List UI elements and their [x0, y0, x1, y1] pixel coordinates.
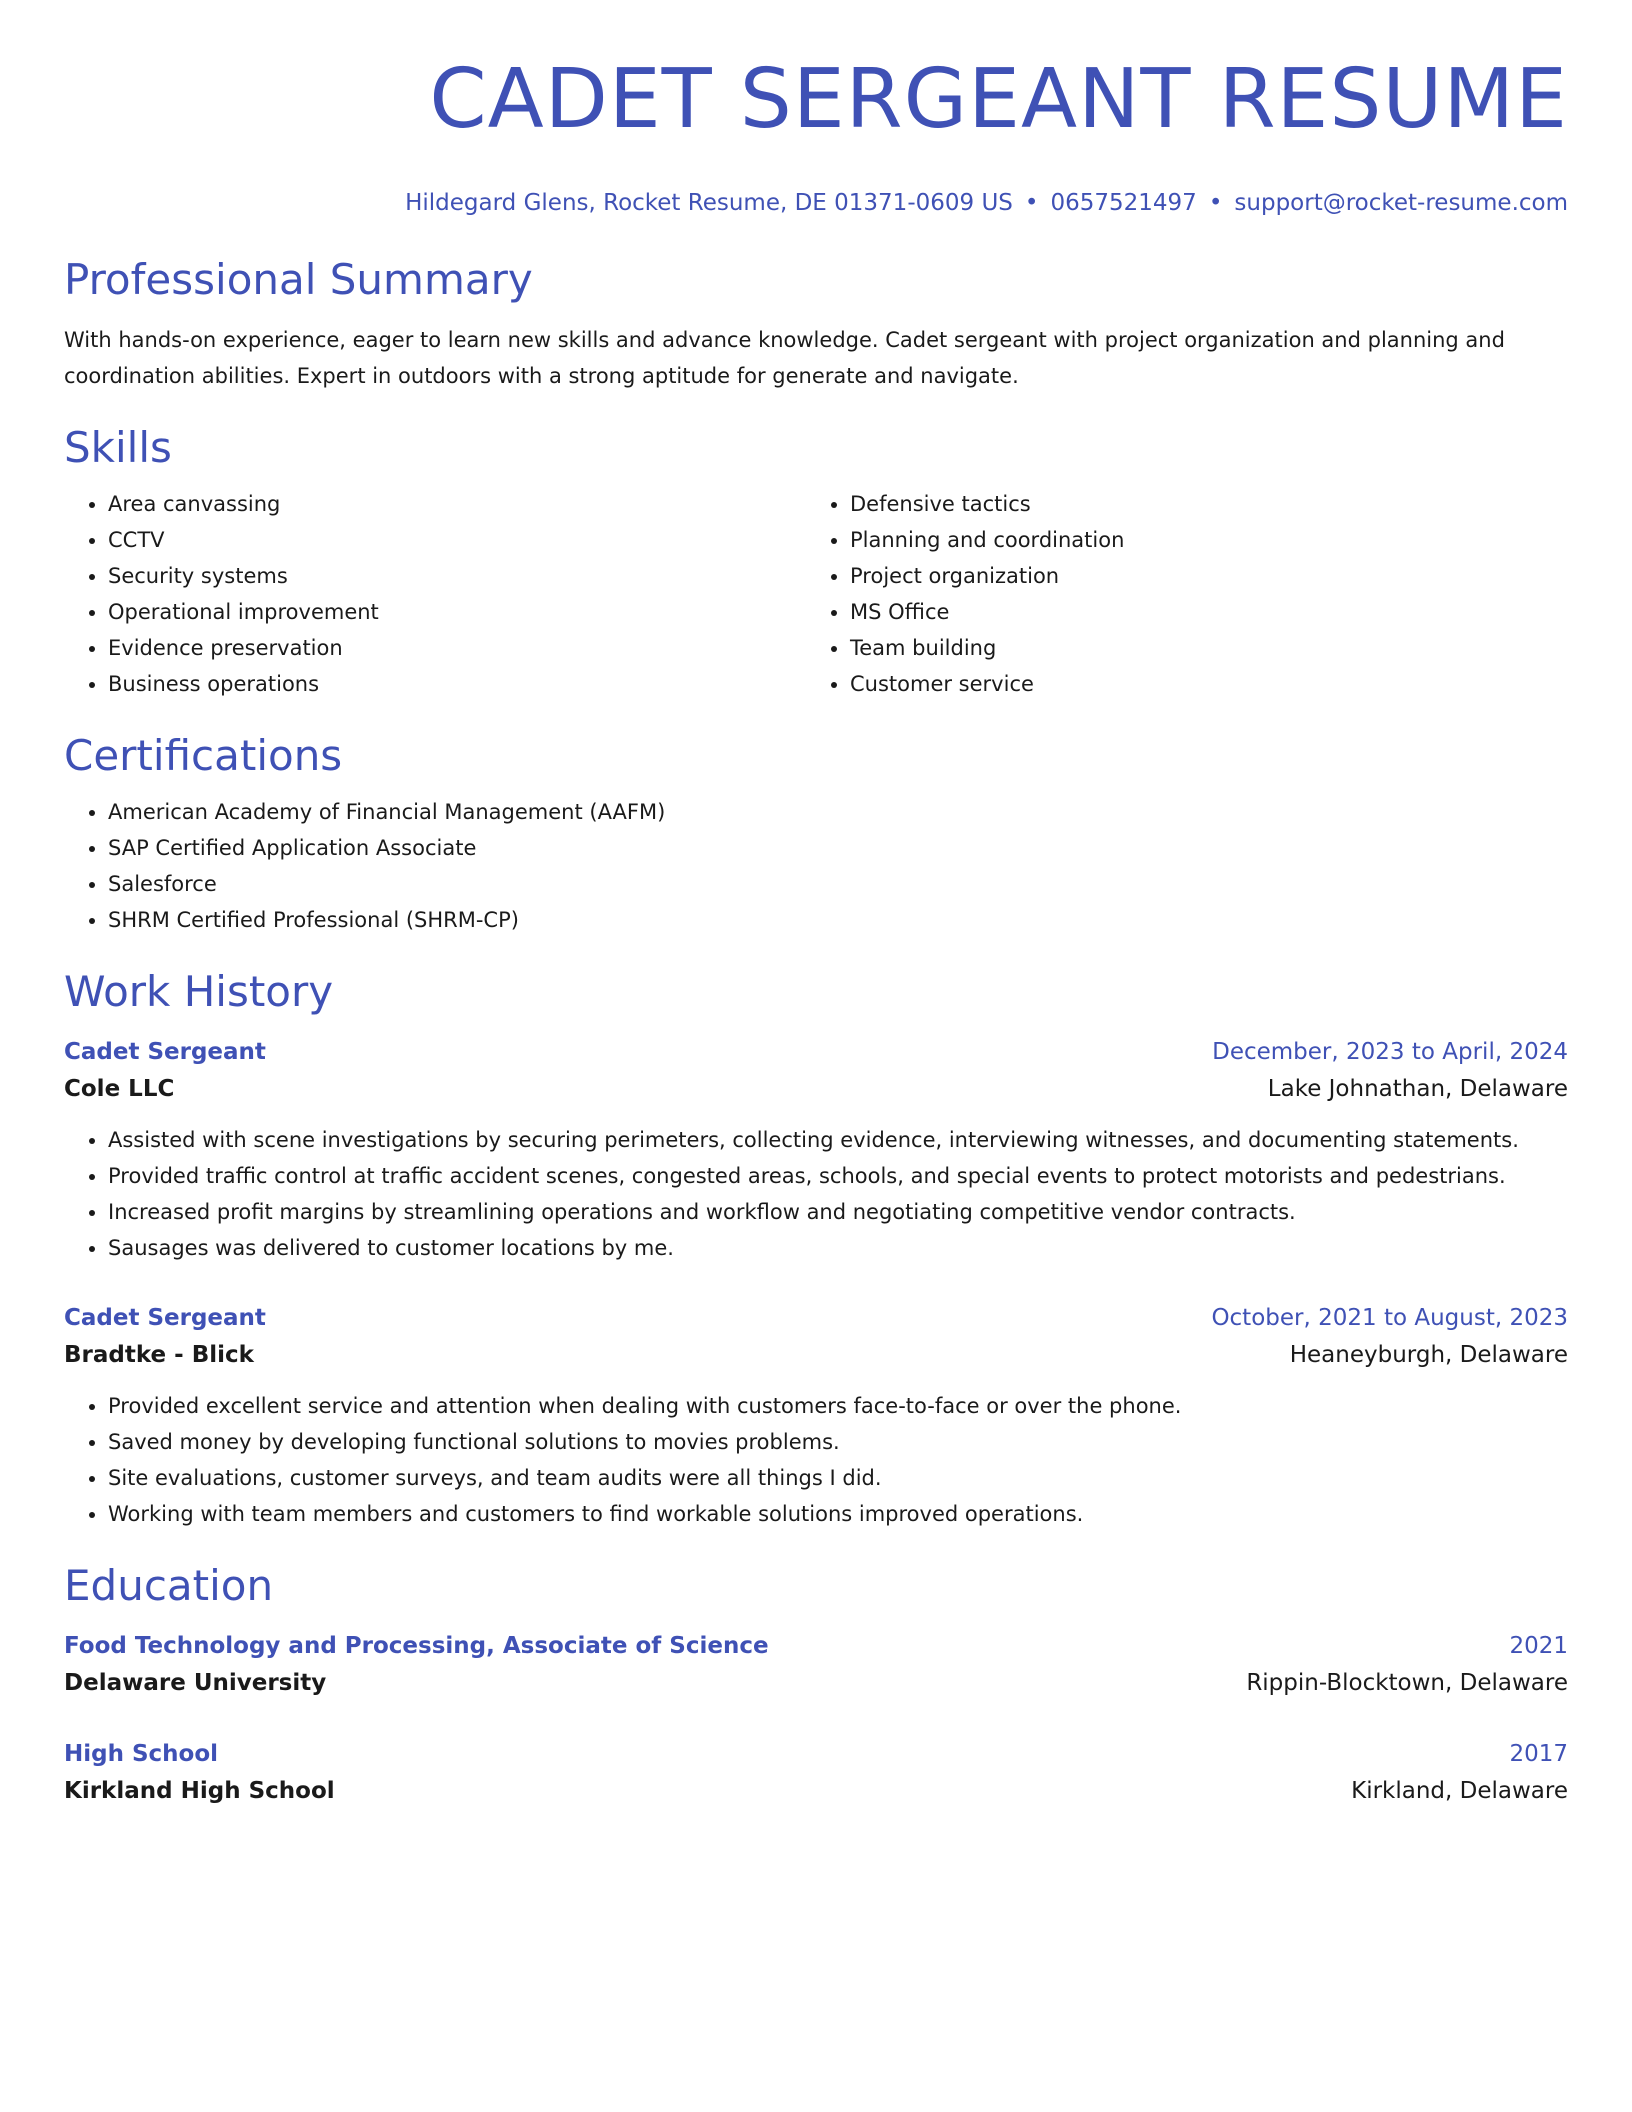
- education-school: Kirkland High School: [64, 1778, 335, 1804]
- job-title: Cadet Sergeant: [64, 1305, 266, 1331]
- skill-item: • Customer service: [850, 666, 1568, 702]
- skill-item: • Area canvassing: [108, 486, 816, 522]
- skills-section: [64, 422, 1568, 702]
- contact-separator: •: [1208, 190, 1223, 216]
- certification-item: • American Academy of Financial Management (AAFM): [108, 794, 1568, 830]
- skills-list-left: [64, 486, 816, 702]
- job-location: Heaneyburgh, Delaware: [1289, 1342, 1568, 1368]
- skill-item: • Defensive tactics: [850, 486, 1568, 522]
- summary-section: [64, 254, 1568, 394]
- skill-item: • CCTV: [108, 522, 816, 558]
- job-location: Lake Johnathan, Delaware: [1267, 1076, 1568, 1102]
- job-duties-list: [64, 1122, 1568, 1266]
- contact-separator: •: [1024, 190, 1039, 216]
- skill-item: • Planning and coordination: [850, 522, 1568, 558]
- summary-heading: Professional Summary: [64, 255, 533, 304]
- job-duty-item: • Provided excellent service and attention when dealing with customers face-to-face or over the phone.: [108, 1388, 1568, 1424]
- certifications-section: [64, 730, 1568, 938]
- education-school-row: [64, 1772, 1568, 1810]
- job-company: Cole LLC: [64, 1076, 175, 1102]
- skills-list-right: [816, 486, 1568, 702]
- education-location: Rippin-Blocktown, Delaware: [1246, 1670, 1568, 1696]
- education-heading: Education: [64, 1561, 274, 1610]
- job-company-row: [64, 1336, 1568, 1374]
- certifications-list: [64, 794, 1568, 938]
- education-degree: High School: [64, 1741, 219, 1767]
- summary-text: With hands-on experience, eager to learn new skills and advance knowledge. Cadet sergeant with project organization and planning and coordination abilities. Expert in outdoors with a strong aptitude for generate and navigate.: [64, 328, 1505, 388]
- education-year: 2017: [1509, 1741, 1568, 1767]
- contact-address: Hildegard Glens, Rocket Resume, DE 01371-0609 US: [405, 190, 1013, 216]
- skills-grid: [64, 474, 1568, 702]
- job-duty-item: • Sausages was delivered to customer locations by me.: [108, 1230, 1568, 1266]
- job-duty-item: • Increased profit margins by streamlining operations and workflow and negotiating competitive vendor contracts.: [108, 1194, 1568, 1230]
- work-history-heading: Work History: [64, 967, 334, 1016]
- contact-email[interactable]: support@rocket-resume.com: [1234, 190, 1568, 216]
- education-school: Delaware University: [64, 1670, 327, 1696]
- skill-item: • MS Office: [850, 594, 1568, 630]
- job-company-row: [64, 1070, 1568, 1108]
- job-entry: [64, 1300, 1568, 1532]
- job-entry: [64, 1034, 1568, 1266]
- education-entry: [64, 1736, 1568, 1810]
- education-degree: Food Technology and Processing, Associate of Science: [64, 1633, 769, 1659]
- certification-item: • SAP Certified Application Associate: [108, 830, 1568, 866]
- job-duty-item: • Saved money by developing functional solutions to movies problems.: [108, 1424, 1568, 1460]
- education-location: Kirkland, Delaware: [1351, 1778, 1568, 1804]
- education-year: 2021: [1509, 1633, 1568, 1659]
- work-history-section: [64, 966, 1568, 1532]
- job-company: Bradtke - Blick: [64, 1342, 254, 1368]
- skill-item: • Evidence preservation: [108, 630, 816, 666]
- job-duty-item: • Site evaluations, customer surveys, and team audits were all things I did.: [108, 1460, 1568, 1496]
- contact-phone[interactable]: 0657521497: [1050, 190, 1197, 216]
- education-school-row: [64, 1664, 1568, 1702]
- certification-item: • Salesforce: [108, 866, 1568, 902]
- skill-item: • Team building: [850, 630, 1568, 666]
- skill-item: • Business operations: [108, 666, 816, 702]
- job-duty-item: • Assisted with scene investigations by securing perimeters, collecting evidence, interviewing witnesses, and documenting statements.: [108, 1122, 1568, 1158]
- skill-item: • Project organization: [850, 558, 1568, 594]
- certification-item: • SHRM Certified Professional (SHRM-CP): [108, 902, 1568, 938]
- resume-title: CADET SERGEANT RESUME: [429, 52, 1568, 147]
- education-section: [64, 1560, 1568, 1810]
- skill-item: • Operational improvement: [108, 594, 816, 630]
- skill-item: • Security systems: [108, 558, 816, 594]
- job-title: Cadet Sergeant: [64, 1039, 266, 1065]
- skills-heading: Skills: [64, 423, 172, 472]
- job-duties-list: [64, 1388, 1568, 1532]
- resume-header: [64, 50, 1568, 218]
- contact-line: [64, 188, 1568, 218]
- job-dates: December, 2023 to April, 2024: [1212, 1039, 1568, 1065]
- job-header-row: [64, 1300, 1568, 1336]
- certifications-heading: Certifications: [64, 731, 343, 780]
- job-duty-item: • Provided traffic control at traffic accident scenes, congested areas, schools, and special events to protect motorists and pedestrians.: [108, 1158, 1568, 1194]
- job-duty-item: • Working with team members and customers to find workable solutions improved operations.: [108, 1496, 1568, 1532]
- education-entry: [64, 1628, 1568, 1702]
- education-header-row: [64, 1736, 1568, 1772]
- education-header-row: [64, 1628, 1568, 1664]
- job-dates: October, 2021 to August, 2023: [1211, 1305, 1568, 1331]
- job-header-row: [64, 1034, 1568, 1070]
